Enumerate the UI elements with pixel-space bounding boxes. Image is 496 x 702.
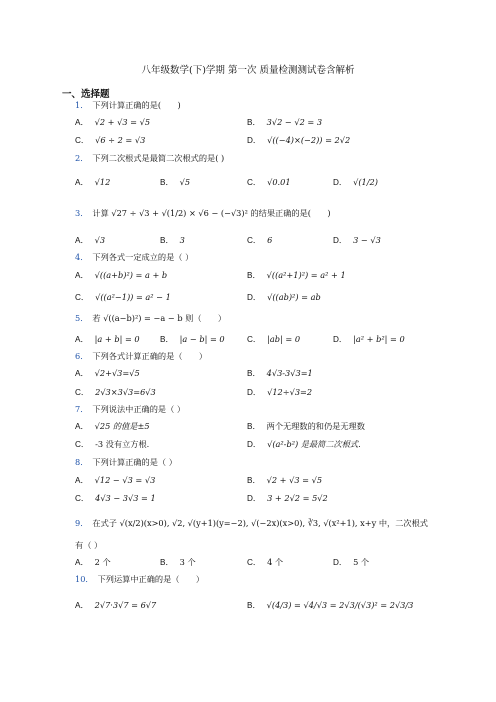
option-d: D． √(a²-b²) 是最简二次根式. [247,439,361,449]
option-c: C． 2√3×3√3=6√3 [75,387,156,397]
question-3 [75,208,331,219]
option-a: A． √3 [75,235,106,245]
question-2 [75,153,224,164]
question-5 [75,313,226,324]
option-d: D． √((ab)²) = ab [247,292,321,302]
question-stem: 下列说法中正确的是（ ） [92,404,186,414]
question-stem-continued: 有（ ） [75,540,103,550]
option-a: A． √25 的值是±5 [75,421,150,431]
question-number: 5． [75,313,89,323]
option-b: B． |a − b| = 0 [160,334,225,344]
option-c: C． √0.01 [247,177,291,187]
option-c: C． 6 [247,235,273,245]
page-title: 八年级数学(下)学期 第一次 质量检测测试卷含解析 [141,65,355,76]
option-c: C． √((a²−1)) = a² − 1 [75,292,171,302]
option-a: A． √2+√3=√5 [75,368,140,378]
question-4 [75,252,193,263]
option-a: A． √2 + √3 = √5 [75,117,151,127]
option-c: C． |ab| = 0 [247,334,301,344]
question-1 [75,100,181,111]
question-stem: 下列各式计算正确的是（ ） [92,351,208,361]
question-number: 10． [75,574,94,584]
option-a: A． √12 [75,177,111,187]
option-b: B． √2 + √3 = √5 [247,475,323,485]
option-b: B． 3√2 − √2 = 3 [247,117,323,127]
option-c: C． 4 个 [247,557,284,567]
question-number: 7． [75,404,89,414]
question-stem: 在式子 √(x/2)(x>0), √2, √(y+1)(y=−2), √(−2x)(x>0), ∛3, √(x²+1), x+y 中，二次根式 [92,518,428,528]
question-stem: 下列二次根式是最简二次根式的是( ) [92,153,225,163]
question-number: 3． [75,208,89,218]
option-c: C． -3 没有立方根. [75,439,150,449]
question-8 [75,457,177,468]
question-9 [75,518,428,529]
question-number: 2． [75,153,89,163]
option-a: A． |a + b| = 0 [75,334,140,344]
option-b: B． √(4/3) = √4/√3 = 2√3/(√3)² = 2√3/3 [247,600,414,610]
question-stem: 下列各式一定成立的是（ ） [92,252,194,262]
option-a: A． 2√7·3√7 = 6√7 [75,600,157,610]
question-number: 8． [75,457,89,467]
question-number: 9． [75,518,89,528]
option-a: A． √12 − √3 = √3 [75,475,156,485]
option-b: B． 两个无理数的和仍是无理数 [247,421,365,431]
option-b: B． 4√3-3√3=1 [247,368,313,378]
option-d: D． 5 个 [333,557,370,567]
option-c: C． √6 ÷ 2 = √3 [75,135,146,145]
question-number: 4． [75,252,89,262]
option-d: D． √12÷√3=2 [247,387,313,397]
option-d: D． √(1/2) [333,177,378,187]
question-7 [75,404,185,415]
option-d: D． √((−4)×(−2)) = 2√2 [247,135,351,145]
option-b: B． 3 个 [160,557,196,567]
question-stem: 下列计算正确的是（ ） [92,457,177,467]
question-6 [75,351,207,362]
question-stem: 下列运算中正确的是（ ） [97,574,205,584]
option-d: D． |a² + b²| = 0 [333,334,405,344]
question-stem: 若 √((a−b)²) = −a − b 则（ ） [92,313,227,323]
option-b: B． √((a²+1)²) = a² + 1 [247,270,346,280]
question-number: 6． [75,351,89,361]
option-d: D． 3 − √3 [333,235,381,245]
option-a: A． √((a+b)²) = a + b [75,270,168,280]
question-number: 1． [75,100,89,110]
question-10 [75,574,204,585]
option-c: C． 4√3 − 3√3 = 1 [75,493,156,503]
option-a: A． 2 个 [75,557,111,567]
question-stem: 计算 √27 ÷ √3 + √(1/2) × √6 − (−√3)² 的结果正确的是( ) [92,208,331,218]
option-b: B． 3 [160,235,185,245]
option-d: D． 3 + 2√2 = 5√2 [247,493,328,503]
option-b: B． √5 [160,177,191,187]
section-heading: 一、选择题 [62,89,110,100]
question-stem: 下列计算正确的是( ) [92,100,181,110]
